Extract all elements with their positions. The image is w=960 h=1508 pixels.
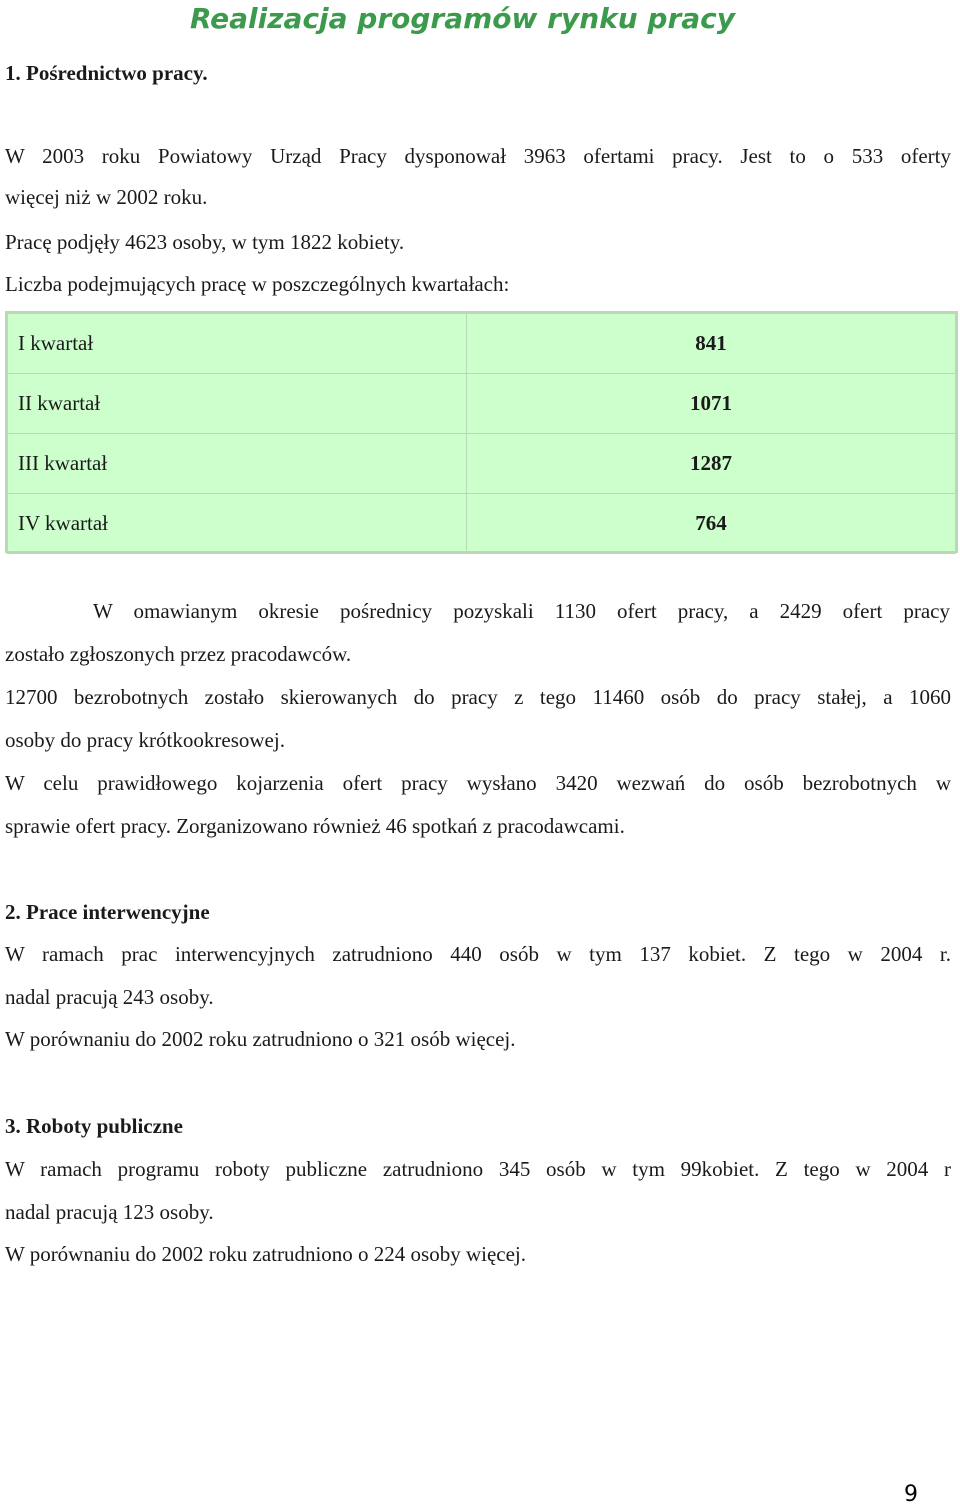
table-row bbox=[8, 494, 956, 554]
s3-paragraph-1-line-2: nadal pracują 123 osoby. bbox=[5, 1200, 214, 1224]
s1-paragraph-4-line-2: osoby do pracy krótkookresowej. bbox=[5, 728, 285, 752]
s1-paragraph-1-line-1: W 2003 roku Powiatowy Urząd Pracy dysponował 3963 ofertami pracy. Jest to o 533 oferty bbox=[5, 144, 951, 168]
s3-paragraph-1-line-1: W ramach programu roboty publiczne zatrudniono 345 osób w tym 99kobiet. Z tego w 2004 r bbox=[5, 1157, 951, 1181]
section-2-heading: 2. Prace interwencyjne bbox=[5, 900, 210, 924]
s1-table-intro: Liczba podejmujących pracę w poszczególnych kwartałach: bbox=[5, 272, 510, 296]
table-row bbox=[8, 314, 956, 374]
quarter-value: 841 bbox=[467, 314, 956, 374]
s2-paragraph-1-line-1: W ramach prac interwencyjnych zatrudniono 440 osób w tym 137 kobiet. Z tego w 2004 r. bbox=[5, 942, 951, 966]
quarter-label: I kwartał bbox=[8, 314, 467, 374]
page-number: 9 bbox=[904, 1482, 918, 1507]
section-3-heading: 3. Roboty publiczne bbox=[5, 1114, 183, 1138]
s2-paragraph-1-line-2: nadal pracują 243 osoby. bbox=[5, 985, 214, 1009]
quarter-value: 1071 bbox=[467, 374, 956, 434]
s1-paragraph-1-line-2: więcej niż w 2002 roku. bbox=[5, 185, 208, 209]
s1-paragraph-2: Pracę podjęły 4623 osoby, w tym 1822 kobiety. bbox=[5, 230, 405, 254]
page-header-title: Realizacja programów rynku pracy bbox=[190, 2, 736, 35]
table-row bbox=[8, 434, 956, 494]
quarter-value: 1287 bbox=[467, 434, 956, 494]
table-row bbox=[8, 374, 956, 434]
s1-paragraph-4-line-1: 12700 bezrobotnych zostało skierowanych do pracy z tego 11460 osób do pracy stałej, a 1060 bbox=[5, 685, 951, 709]
s1-paragraph-3-line-1: W omawianym okresie pośrednicy pozyskali 1130 ofert pracy, a 2429 ofert pracy bbox=[93, 599, 950, 623]
quarter-value: 764 bbox=[467, 494, 956, 554]
quarter-label: III kwartał bbox=[8, 434, 467, 494]
s2-paragraph-2: W porównaniu do 2002 roku zatrudniono o 321 osób więcej. bbox=[5, 1027, 516, 1051]
s3-paragraph-2: W porównaniu do 2002 roku zatrudniono o 224 osoby więcej. bbox=[5, 1242, 527, 1266]
s1-paragraph-5-line-2: sprawie ofert pracy. Zorganizowano również 46 spotkań z pracodawcami. bbox=[5, 814, 625, 838]
s1-paragraph-3-line-2: zostało zgłoszonych przez pracodawców. bbox=[5, 642, 352, 666]
quarter-label: IV kwartał bbox=[8, 494, 467, 554]
section-1-heading: 1. Pośrednictwo pracy. bbox=[5, 61, 208, 85]
quarter-label: II kwartał bbox=[8, 374, 467, 434]
s1-paragraph-5-line-1: W celu prawidłowego kojarzenia ofert pracy wysłano 3420 wezwań do osób bezrobotnych w bbox=[5, 771, 951, 795]
quarters-table bbox=[5, 311, 958, 553]
